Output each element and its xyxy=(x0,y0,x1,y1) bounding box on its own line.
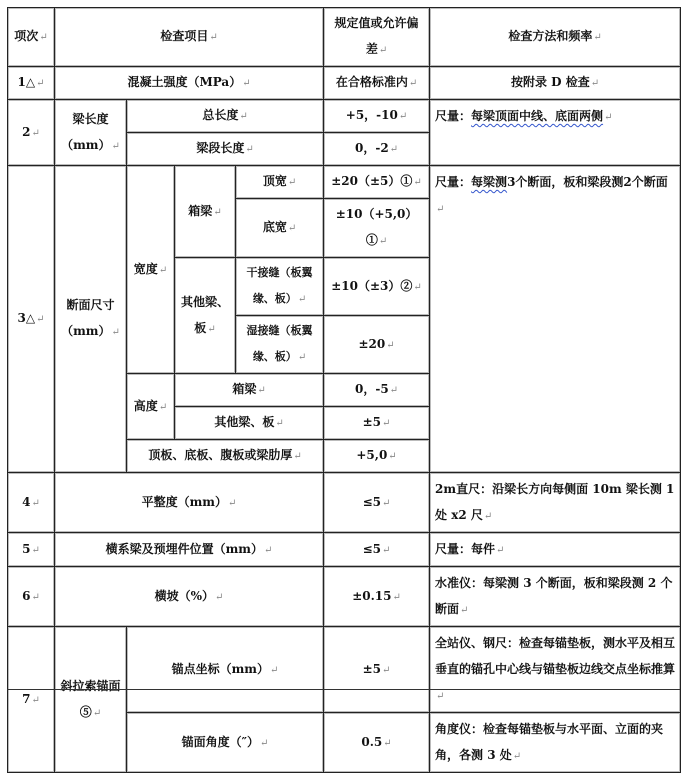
check-method: 尺量：每件↵ xyxy=(430,533,681,567)
check-item-label: 平整度（mm）↵ xyxy=(55,473,324,533)
table-row xyxy=(8,533,681,567)
check-item-label: 梁长度（mm）↵ xyxy=(55,100,127,166)
spec-value: ≤5↵ xyxy=(324,473,430,533)
sub-group-label: 箱梁↵ xyxy=(175,166,236,258)
spec-value: +5,0↵ xyxy=(324,440,430,473)
spec-value: 0，-2↵ xyxy=(324,133,430,166)
table-row xyxy=(8,473,681,533)
sub-item-label: 梁段长度↵ xyxy=(127,133,324,166)
table-row xyxy=(8,67,681,100)
sub-item-label: 其他梁、板↵ xyxy=(175,407,324,440)
item-number: 6↵ xyxy=(8,567,55,627)
table-row xyxy=(8,627,681,713)
check-method: 角度仪：检查每锚垫板与水平面、立面的夹角，各测 3 处↵ xyxy=(430,713,681,773)
item-number: 7↵ xyxy=(8,627,55,773)
sub-item-label: 锚点坐标（mm）↵ xyxy=(127,627,324,713)
sub-item-label: 顶宽↵ xyxy=(236,166,324,199)
item-number: 4↵ xyxy=(8,473,55,533)
sub-item-label: 湿接缝（板翼缘、板）↵ xyxy=(236,316,324,374)
table-row xyxy=(8,100,681,133)
check-item-label: 横坡（%）↵ xyxy=(55,567,324,627)
spec-value: ±20（±5）①↵ xyxy=(324,166,430,199)
header-item-no: 项次↵ xyxy=(8,8,55,67)
check-method: 2m直尺：沿梁长方向每侧面 10m 梁长测 1 处 x2 尺↵ xyxy=(430,473,681,533)
cut-off-footer xyxy=(7,689,680,696)
sub-item-label: 干接缝（板翼缘、板）↵ xyxy=(236,258,324,316)
spec-value: ≤5↵ xyxy=(324,533,430,567)
check-item-label: 横系梁及预埋件位置（mm）↵ xyxy=(55,533,324,567)
item-number: 1△↵ xyxy=(8,67,55,100)
item-number: 2↵ xyxy=(8,100,55,166)
spec-value: ±10（+5,0）①↵ xyxy=(324,199,430,258)
sub-item-label: 箱梁↵ xyxy=(175,374,324,407)
sub-item-label: 总长度↵ xyxy=(127,100,324,133)
header-check-item: 检查项目↵ xyxy=(55,8,324,67)
sub-group-label: 高度↵ xyxy=(127,374,175,440)
check-item-label: 断面尺寸（mm）↵ xyxy=(55,166,127,473)
check-item-label: 斜拉索锚面⑤↵ xyxy=(55,627,127,773)
sub-item-label: 锚面角度（″）↵ xyxy=(127,713,324,773)
spec-value: ±5↵ xyxy=(324,627,430,713)
spec-value: ±20↵ xyxy=(324,316,430,374)
table-row xyxy=(8,166,681,199)
header-method: 检查方法和频率↵ xyxy=(430,8,681,67)
spec-value: ±5↵ xyxy=(324,407,430,440)
sub-item-label: 底宽↵ xyxy=(236,199,324,258)
check-method: 尺量：每梁测3个断面，板和梁段测2个断面↵ xyxy=(430,166,681,473)
check-item-label: 混凝土强度（MPa）↵ xyxy=(55,67,324,100)
check-method: 尺量：每梁顶面中线、底面两侧↵ xyxy=(430,100,681,166)
table-row xyxy=(8,567,681,627)
header-spec-value: 规定值或允许偏差↵ xyxy=(324,8,430,67)
spec-value: ±10（±3）②↵ xyxy=(324,258,430,316)
spec-value: 在合格标准内↵ xyxy=(324,67,430,100)
spec-value: +5，-10↵ xyxy=(324,100,430,133)
sub-item-label: 顶板、底板、腹板或梁肋厚↵ xyxy=(127,440,324,473)
inspection-table xyxy=(7,7,681,773)
spec-value: ±0.15↵ xyxy=(324,567,430,627)
header-row xyxy=(8,8,681,67)
spec-value: 0，-5↵ xyxy=(324,374,430,407)
item-number: 3△↵ xyxy=(8,166,55,473)
sub-group-label: 宽度↵ xyxy=(127,166,175,374)
check-method: 水准仪：每梁测 3 个断面，板和梁段测 2 个断面↵ xyxy=(430,567,681,627)
check-method: 全站仪、钢尺：检查每锚垫板，测水平及相互垂直的锚孔中心线与锚垫板边线交点坐标推算↵ xyxy=(430,627,681,713)
spec-value: 0.5↵ xyxy=(324,713,430,773)
sub-group-label: 其他梁、板↵ xyxy=(175,258,236,374)
item-number: 5↵ xyxy=(8,533,55,567)
check-method: 按附录 D 检查↵ xyxy=(430,67,681,100)
